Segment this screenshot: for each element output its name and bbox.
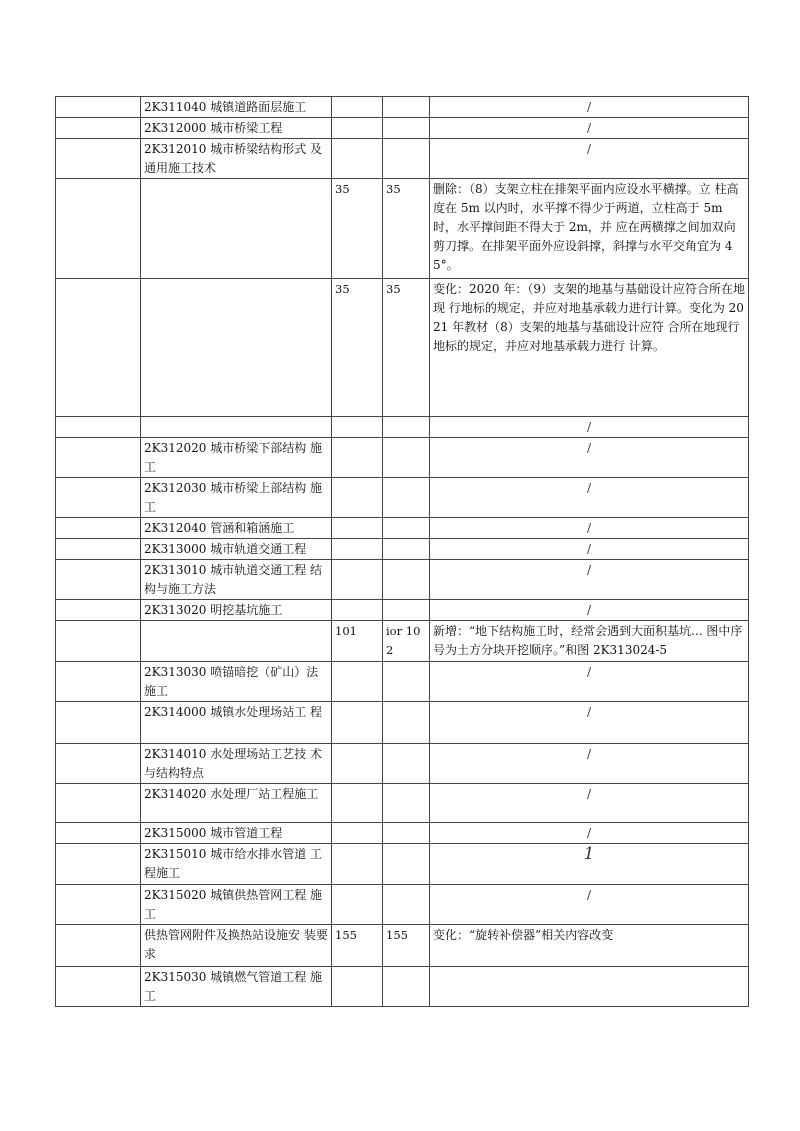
old-page-cell — [332, 417, 383, 438]
section-cell — [141, 279, 332, 417]
change-cell: / — [430, 97, 749, 118]
change-cell: 删除：（8）支架立柱在排架平面内应设水平横撑。立 柱高度在 5m 以内时，水平撑不得少于两道，立柱高于 5m时，水平撑间距不得大于 2m，并 应在两横撑之间加双向剪刀撑。在排架平面外应设斜撑，斜撑与水平交角宜为 45°。 — [430, 179, 749, 279]
old-page-cell: 155 — [332, 925, 383, 967]
table-row — [56, 118, 749, 139]
new-page-cell — [383, 744, 430, 784]
table-row — [56, 662, 749, 702]
table-row — [56, 97, 749, 118]
new-page-cell — [383, 97, 430, 118]
new-page-cell — [383, 139, 430, 179]
old-page-cell — [332, 662, 383, 702]
blank-cell — [56, 784, 141, 823]
old-page-cell: 101 — [332, 621, 383, 662]
blank-cell — [56, 518, 141, 539]
section-cell: 2K315030 城镇燃气管道工程 施工 — [141, 967, 332, 1007]
new-page-cell: ior 102 — [383, 621, 430, 662]
blank-cell — [56, 279, 141, 417]
section-cell: 2K313030 喷锚暗挖（矿山）法 施工 — [141, 662, 332, 702]
section-cell — [141, 621, 332, 662]
new-page-cell — [383, 417, 430, 438]
change-cell: / — [430, 539, 749, 560]
section-cell — [141, 417, 332, 438]
new-page-cell — [383, 539, 430, 560]
new-page-cell — [383, 478, 430, 518]
old-page-cell — [332, 118, 383, 139]
blank-cell — [56, 823, 141, 844]
new-page-cell — [383, 885, 430, 925]
new-page-cell: 155 — [383, 925, 430, 967]
table-row — [56, 179, 749, 279]
old-page-cell — [332, 744, 383, 784]
section-cell: 2K312030 城市桥梁上部结构 施工 — [141, 478, 332, 518]
table-row — [56, 702, 749, 744]
table-row — [56, 478, 749, 518]
section-cell: 供热管网附件及换热站设施安 装要求 — [141, 925, 332, 967]
section-cell: 2K314010 水处理场站工艺技 术与结构特点 — [141, 744, 332, 784]
new-page-cell — [383, 784, 430, 823]
table-row — [56, 539, 749, 560]
blank-cell — [56, 560, 141, 600]
section-cell: 2K312040 管涵和箱涵施工 — [141, 518, 332, 539]
section-cell: 2K314020 水处理厂站工程施工 — [141, 784, 332, 823]
blank-cell — [56, 478, 141, 518]
change-cell: / — [430, 744, 749, 784]
old-page-cell — [332, 438, 383, 478]
change-cell — [430, 967, 749, 1007]
blank-cell — [56, 885, 141, 925]
table-row — [56, 885, 749, 925]
change-cell: / — [430, 139, 749, 179]
blank-cell — [56, 967, 141, 1007]
table-row — [56, 518, 749, 539]
table-row — [56, 600, 749, 621]
change-cell: / — [430, 478, 749, 518]
table-row — [56, 844, 749, 885]
blank-cell — [56, 744, 141, 784]
change-cell: / — [430, 518, 749, 539]
change-cell: / — [430, 784, 749, 823]
new-page-cell — [383, 518, 430, 539]
blank-cell — [56, 662, 141, 702]
blank-cell — [56, 600, 141, 621]
table-row — [56, 279, 749, 417]
change-cell: / — [430, 702, 749, 744]
change-cell: 新增：“地下结构施工时，经常会遇到大面积基坑... 图中序号为土方分块开挖顺序。”和图 2K313024-5 — [430, 621, 749, 662]
table-row — [56, 139, 749, 179]
blank-cell — [56, 97, 141, 118]
section-cell: 2K314000 城镇水处理场站工 程 — [141, 702, 332, 744]
section-cell: 2K313020 明挖基坑施工 — [141, 600, 332, 621]
new-page-cell — [383, 118, 430, 139]
table-row — [56, 560, 749, 600]
blank-cell — [56, 417, 141, 438]
change-cell: / — [430, 438, 749, 478]
new-page-cell — [383, 438, 430, 478]
blank-cell — [56, 539, 141, 560]
new-page-cell — [383, 560, 430, 600]
old-page-cell — [332, 560, 383, 600]
old-page-cell — [332, 539, 383, 560]
change-cell: 变化：2020 年：（9）支架的地基与基础设计应符合所在地现 行地标的规定，并应对地基承载力进行计算。变化为 2021 年教材（8）支架的地基与基础设计应符 合所在地现行地标的规定，并应对地基承载力进行 计算。 — [430, 279, 749, 417]
section-cell: 2K315000 城市管道工程 — [141, 823, 332, 844]
new-page-cell — [383, 844, 430, 885]
new-page-cell — [383, 662, 430, 702]
section-cell: 2K315020 城镇供热管网工程 施工 — [141, 885, 332, 925]
table-row — [56, 438, 749, 478]
old-page-cell — [332, 97, 383, 118]
old-page-cell — [332, 784, 383, 823]
blank-cell — [56, 118, 141, 139]
change-cell: / — [430, 560, 749, 600]
old-page-cell — [332, 885, 383, 925]
new-page-cell — [383, 967, 430, 1007]
blank-cell — [56, 438, 141, 478]
new-page-cell: 35 — [383, 179, 430, 279]
blank-cell — [56, 621, 141, 662]
change-cell: 变化：“旋转补偿器”相关内容改变 — [430, 925, 749, 967]
old-page-cell — [332, 967, 383, 1007]
old-page-cell: 35 — [332, 279, 383, 417]
table-row — [56, 744, 749, 784]
change-cell: / — [430, 823, 749, 844]
section-cell: 2K315010 城市给水排水管道 工程施工 — [141, 844, 332, 885]
section-cell: 2K312020 城市桥梁下部结构 施工 — [141, 438, 332, 478]
change-cell: / — [430, 417, 749, 438]
new-page-cell: 35 — [383, 279, 430, 417]
old-page-cell — [332, 702, 383, 744]
blank-cell — [56, 179, 141, 279]
section-cell: 2K311040 城镇道路面层施工 — [141, 97, 332, 118]
blank-cell — [56, 925, 141, 967]
section-cell — [141, 179, 332, 279]
section-cell: 2K313010 城市轨道交通工程 结构与施工方法 — [141, 560, 332, 600]
blank-cell — [56, 139, 141, 179]
section-cell: 2K313000 城市轨道交通工程 — [141, 539, 332, 560]
change-cell: / — [430, 662, 749, 702]
change-table-container — [55, 96, 745, 1007]
new-page-cell — [383, 600, 430, 621]
old-page-cell — [332, 844, 383, 885]
blank-cell — [56, 844, 141, 885]
table-row — [56, 417, 749, 438]
change-cell: 1 — [430, 844, 749, 885]
table-row — [56, 967, 749, 1007]
old-page-cell — [332, 518, 383, 539]
change-table — [55, 96, 749, 1007]
old-page-cell — [332, 600, 383, 621]
new-page-cell — [383, 823, 430, 844]
change-cell: / — [430, 600, 749, 621]
new-page-cell — [383, 702, 430, 744]
blank-cell — [56, 702, 141, 744]
old-page-cell — [332, 478, 383, 518]
section-cell: 2K312000 城市桥梁工程 — [141, 118, 332, 139]
table-row — [56, 784, 749, 823]
table-row — [56, 823, 749, 844]
change-cell: / — [430, 118, 749, 139]
section-cell: 2K312010 城市桥梁结构形式 及通用施工技术 — [141, 139, 332, 179]
change-cell: / — [430, 885, 749, 925]
old-page-cell: 35 — [332, 179, 383, 279]
old-page-cell — [332, 139, 383, 179]
old-page-cell — [332, 823, 383, 844]
table-row — [56, 925, 749, 967]
table-row — [56, 621, 749, 662]
